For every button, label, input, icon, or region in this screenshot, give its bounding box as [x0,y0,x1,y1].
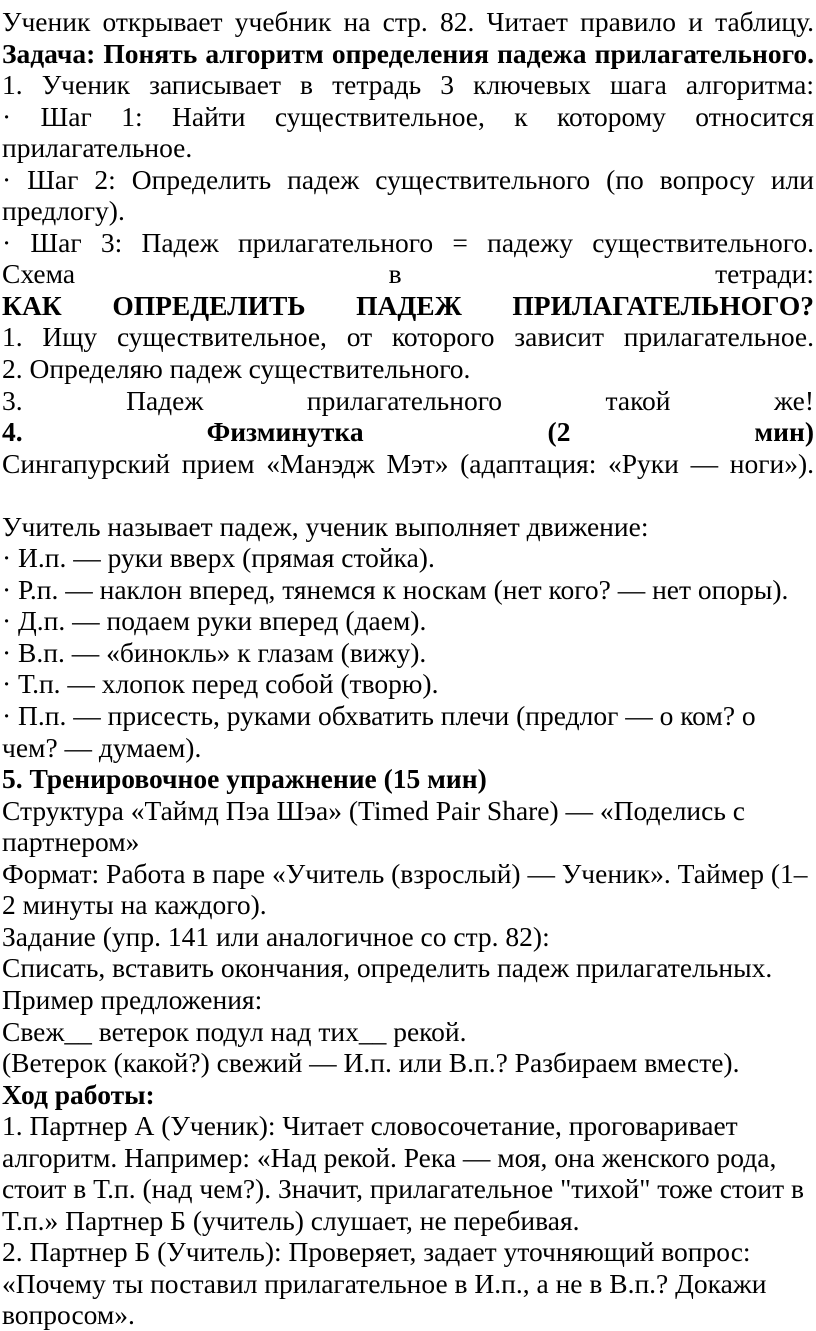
text-line: партнером» [2,826,140,858]
text-line: Пример предложения: [2,983,263,1015]
text-line: · П.п. — присесть, руками обхватить плечи (предлог — о ком? о [2,700,756,732]
text-line: Задача: Понять алгоритм определения падежа прилагательного. [2,37,814,69]
text-line: Т.п.» Партнер Б (учитель) слушает, не перебивая. [2,1204,580,1236]
text-line: · Д.п. — подаем руки вперед (даем). [2,605,427,637]
text-line: Учитель называет падеж, ученик выполняет движение: [2,510,649,542]
text-line: КАК ОПРЕДЕЛИТЬ ПАДЕЖ ПРИЛАГАТЕЛЬНОГО? [2,289,814,321]
text-line: 1. Партнер А (Ученик): Читает словосочетание, проговаривает [2,1110,738,1142]
text-line: Ученик открывает учебник на стр. 82. Читает правило и таблицу. [2,6,814,37]
text-line: 5. Тренировочное упражнение (15 мин) [2,763,487,795]
text-line: стоит в Т.п. (над чем?). Значит, прилагательное "тихой" тоже стоит в [2,1173,804,1205]
text-line: 2. Партнер Б (Учитель): Проверяет, задает уточняющий вопрос: [2,1236,751,1268]
blank-line [2,479,814,511]
text-line: вопросом». [2,1299,135,1331]
text-line: Сингапурский прием «Манэдж Мэт» (адаптация: «Руки — ноги»). [2,447,814,479]
text-line: · Шаг 2: Определить падеж существительного (по вопросу или [2,163,814,195]
text-line: 1. Ищу существительное, от которого зависит прилагательное. [2,321,814,353]
document-body [2,6,814,1331]
text-line: · Шаг 1: Найти существительное, к которому относится [2,100,814,132]
text-line: Формат: Работа в паре «Учитель (взрослый) — Ученик». Таймер (1– [2,857,808,889]
text-line: 4. Физминутка (2 мин) [2,416,814,448]
text-line: 2. Определяю падеж существительного. [2,353,471,385]
text-line: · И.п. — руки вверх (прямая стойка). [2,542,435,574]
text-line: (Ветерок (какой?) свежий — И.п. или В.п.? Разбираем вместе). [2,1047,740,1079]
text-line: · Т.п. — хлопок перед собой (творю). [2,668,439,700]
text-line: предлогу). [2,195,125,227]
text-line: Списать, вставить окончания, определить падеж прилагательных. [2,952,773,984]
text-line: 3. Падеж прилагательного такой же! [2,384,814,416]
text-line: · В.п. — «бинокль» к глазам (вижу). [2,636,427,668]
text-line: Свеж__ ветерок подул над тих__ рекой. [2,1015,467,1047]
text-line: Структура «Таймд Пэа Шэа» (Timed Pair Share) — «Поделись с [2,794,745,826]
text-line: · Шаг 3: Падеж прилагательного = падежу существительного. [2,226,814,258]
text-line: прилагательное. [2,132,193,164]
text-line: чем? — думаем). [2,731,202,763]
text-line: Задание (упр. 141 или аналогичное со стр. 82): [2,920,550,952]
text-line: «Почему ты поставил прилагательное в И.п., а не в В.п.? Докажи [2,1267,767,1299]
text-line: 2 минуты на каждого). [2,889,267,921]
text-line: Ход работы: [2,1078,155,1110]
text-line: · Р.п. — наклон вперед, тянемся к носкам (нет кого? — нет опоры). [2,573,789,605]
text-line: алгоритм. Например: «Над рекой. Река — моя, она женского рода, [2,1141,777,1173]
text-line: 1. Ученик записывает в тетрадь 3 ключевых шага алгоритма: [2,69,814,101]
text-line: Схема в тетради: [2,258,814,290]
